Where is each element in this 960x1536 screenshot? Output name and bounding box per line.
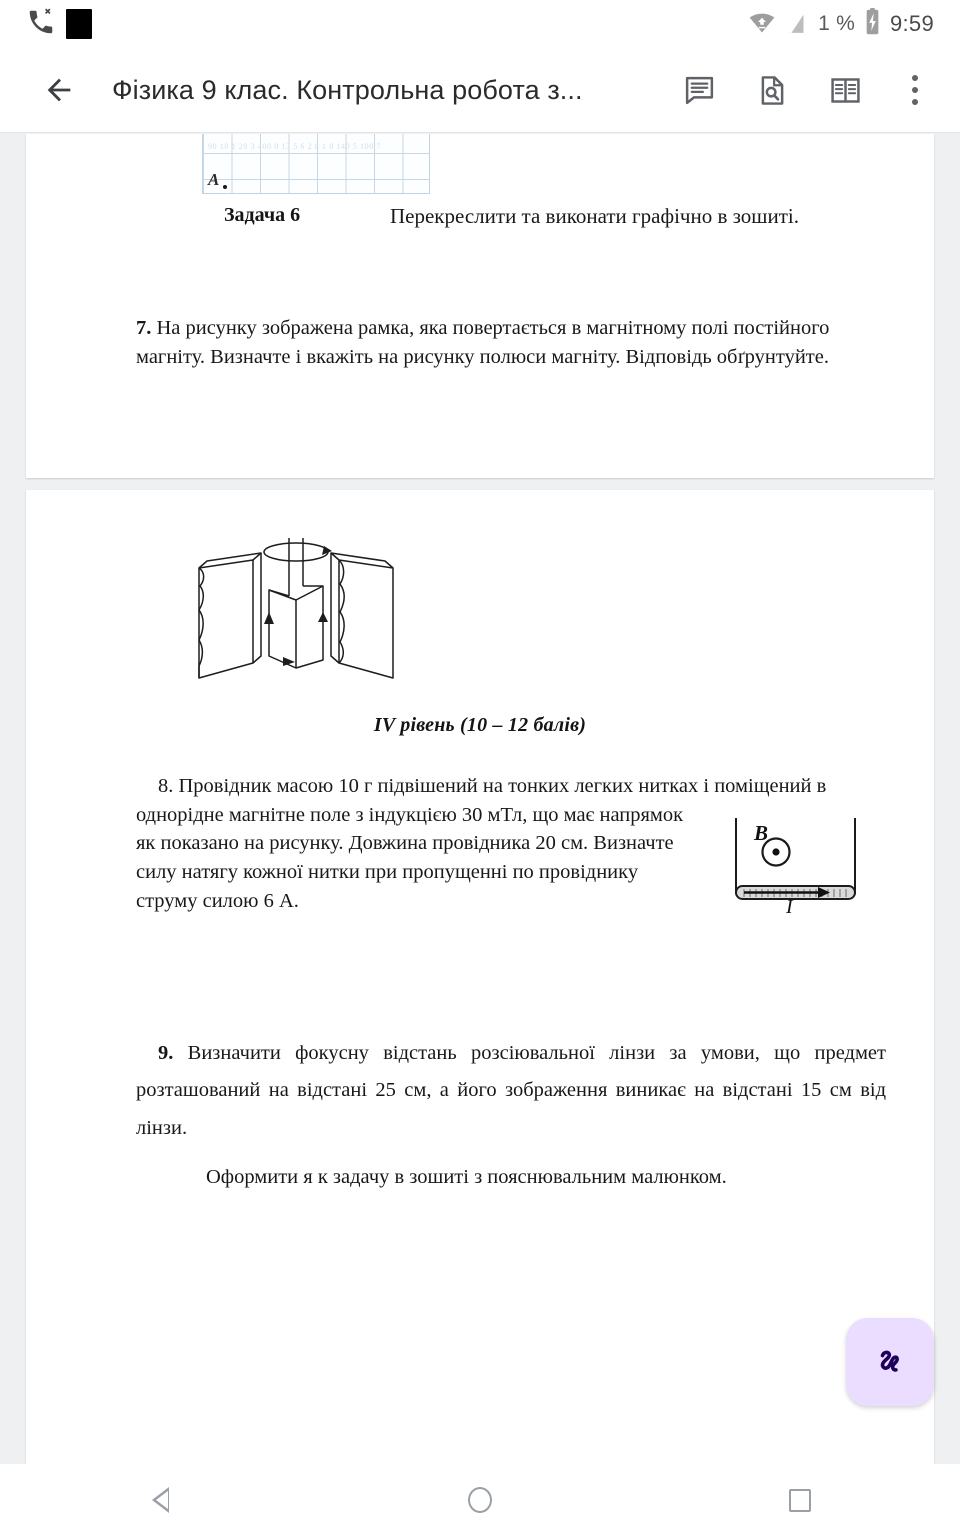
level-heading: IV рівень (10 – 12 балів) [373,714,587,736]
app-bar-actions [679,70,942,110]
overflow-menu-icon[interactable] [898,70,932,110]
document-page-1 [26,134,934,478]
current-label-I: I [786,896,793,914]
home-circle-icon [468,1487,492,1513]
conductor-field-figure [728,814,863,914]
squiggle-icon [867,1339,913,1385]
task-8-body: однорідне магнітне поле з індукцією 30 мТл, що має напрямок як показано на рисунку. Довжина провідника 20 см. Визначте силу натягу кожної нитки при пропущенні по провіднику струму силою 6 А. [136,803,684,912]
app-bar [0,48,960,133]
task-7-paragraph [136,314,881,371]
signal-off-icon [785,9,809,40]
point-a-label: A [208,170,220,189]
page-separator [0,478,960,490]
figure-caption-note: Перекреслити та виконати графічно в зошиті. [390,204,799,228]
status-bar [0,0,960,48]
graph-paper-figure [202,134,430,194]
nav-home-button[interactable] [320,1464,640,1536]
task-9-note: Оформити я к задачу в зошиті з пояснювальним малюнком. [206,1166,727,1188]
battery-percent-label: 1 % [818,12,855,35]
battery-charging-icon [864,8,881,41]
recents-square-icon [789,1489,811,1512]
handwriting-annotation-button[interactable] [846,1318,934,1406]
status-bar-right [748,8,934,41]
task-8-line1: . Провідник масою 10 г підвішений на тонких легких нитках і поміщений в [168,775,827,797]
document-page-2 [26,490,934,1464]
task-8-block [136,772,886,915]
task-8-number: 8 [158,775,169,797]
wifi-data-icon [748,8,776,41]
field-label-B: B [754,821,769,845]
bleed-through-text-3: 90 10 1 20 3 400 0 13 5 6 2 8 1 0 140 5 100 7 [208,142,381,151]
notification-square-icon [66,9,92,39]
task-7-number: 7. [136,317,152,339]
document-search-icon[interactable] [752,70,792,110]
task-9-text: Визначити фокусну відстань розсіювальної лінзи за умови, що предмет розташований на відстані 25 см, а його зображення виникає на відстані 15 см від лінзи. [136,1042,886,1139]
rotating-frame-figure [191,530,406,685]
back-triangle-icon [152,1487,169,1513]
page-title: Фізика 9 клас. Контрольна робота з... [112,74,583,105]
task-7-text: На рисунку зображена рамка, яка повертається в магнітному полі постійного магніту. Визначте і вкажіть на рисунку полюси магніту. Відповідь обґрунтуйте. [136,317,830,368]
missed-call-icon [26,7,56,42]
back-button[interactable] [34,65,84,115]
figure-caption: Задача 6 [224,204,301,226]
document-viewer[interactable] [0,134,960,1464]
task-9-paragraph [136,1035,886,1147]
status-bar-left [26,7,92,42]
comment-icon[interactable] [679,70,719,110]
task-8-first-line [136,772,881,801]
nav-back-button[interactable] [0,1464,320,1536]
two-page-view-icon[interactable] [825,70,865,110]
system-navigation-bar [0,1464,960,1536]
nav-recents-button[interactable] [640,1464,960,1536]
task-9-number: 9. [158,1042,174,1064]
status-bar-clock: 9:59 [889,11,934,36]
